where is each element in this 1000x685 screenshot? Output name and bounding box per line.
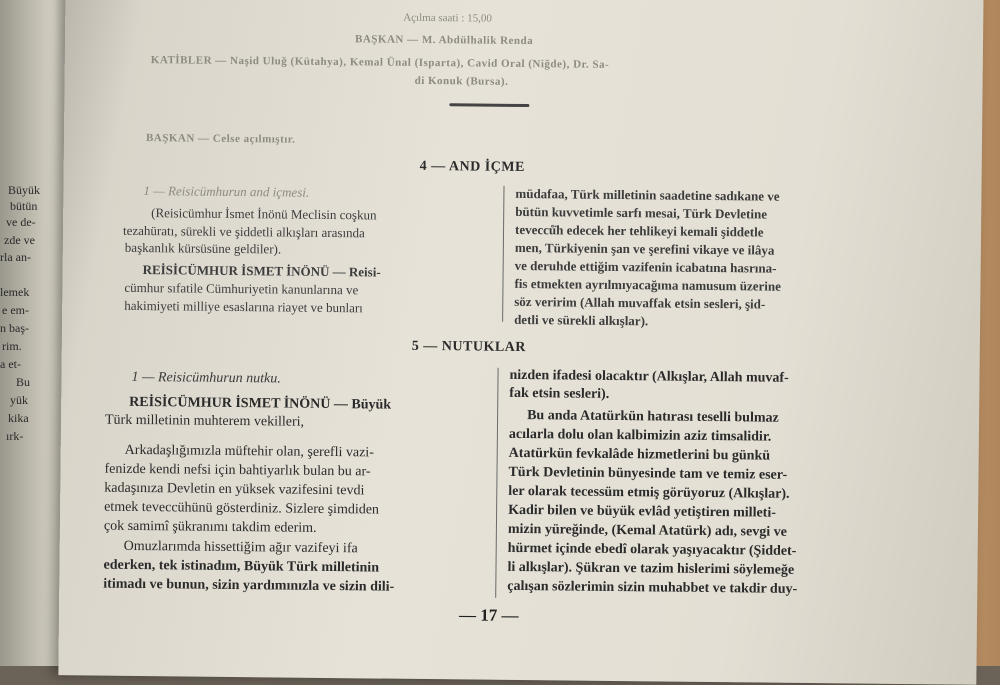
column-divider <box>495 368 498 598</box>
left-fragment: kika <box>8 411 29 425</box>
paragraph-line: Türk Devletinin bünyesinde tam ve temiz eser- <box>508 464 788 483</box>
paragraph-line: kadaşınıza Devletin en yüksek vazifesini tevdi <box>104 480 365 499</box>
paragraph-line: ler olarak tecessüm etmiş görüyoruz (Alkışlar). <box>508 483 790 502</box>
paragraph-line: etmek teveccühünü gösterdiniz. Sizlere şimdiden <box>104 499 380 518</box>
paragraph-line: mizin yüreğinde, (Kemal Atatürk) adı, sevgi ve <box>507 521 787 540</box>
paragraph-line: ederken, tek istinadım, Büyük Türk milletinin <box>103 557 380 576</box>
paragraph-line: fis etmekten ayrılmıyacağıma namusum üzerine <box>514 275 782 294</box>
left-fragment: lemek <box>0 285 30 299</box>
paragraph-line: itimadı ve bunun, sizin yardımınızla ve sizin dili- <box>103 576 395 595</box>
paragraph-line: tezahüratı, sürekli ve şiddetli alkışları arasında <box>122 222 365 241</box>
paragraph-line: müdafaa, Türk milletinin saadetine sadıkane ve <box>515 185 780 204</box>
paragraph-line: fenizde kendi nefsi için bahtiyarlık bulan bu ar- <box>104 461 371 480</box>
secretaries-line-2: di Konuk (Bursa). <box>414 74 509 88</box>
paragraph-line: Bu anda Atatürkün hatırası teselli bulmaz <box>527 408 779 426</box>
paragraph-line: REİSİCÜMHUR İSMET İNÖNÜ — Reisi- <box>142 262 381 280</box>
paragraph-line: çok samimî şükranımı takdim ederim. <box>103 518 317 536</box>
section-subtitle: 1 — Reisicümhurun and içmesi. <box>143 183 310 200</box>
left-fragment: ve de- <box>6 215 36 229</box>
left-fragment: n baş- <box>0 321 29 335</box>
paragraph-line: li alkışlar). Şükran ve tazim hislerimi söylemeğe <box>507 559 795 578</box>
paragraph-line: acılarla dolu olan kalbimizin aziz timsalidir. <box>508 426 772 445</box>
opening-time: Açılma saati : 15,00 <box>403 11 492 25</box>
paragraph-line: ve deruhde ettiğim vazifenin icabatına hasrına- <box>514 257 777 276</box>
ornament-divider <box>449 103 529 107</box>
paragraph-line: Omuzlarımda hissettiğim ağır vazifeyi ifa <box>123 538 358 557</box>
document-page <box>58 0 983 685</box>
paragraph-line: Türk milletinin muhterem vekilleri, <box>104 412 305 430</box>
left-fragment: rla an- <box>0 250 31 264</box>
paragraph-line: (Reisicümhur İsmet İnönü Meclisin coşkun <box>151 205 377 223</box>
left-fragment: bütün <box>10 199 38 213</box>
column-divider <box>502 186 504 322</box>
paragraph-line: nizden ifadesi olacaktır (Alkışlar, Allah muvaf- <box>509 367 789 386</box>
paragraph-line: çalışan sözlerimin sizin muhabbet ve takdir duy- <box>507 578 798 597</box>
paragraph-line: Atatürkün fevkalâde hizmetlerini bu günkü <box>508 445 771 464</box>
paragraph-line: başkanlık kürsüsüne geldiler). <box>124 239 282 257</box>
section-title-and-icme: 4 — AND İÇME <box>419 158 525 176</box>
left-fragment: Bu <box>16 375 31 389</box>
page-number: — 17 — <box>458 605 519 625</box>
paragraph-line: REİSİCÜMHUR İSMET İNÖNÜ — Büyük <box>129 394 392 413</box>
session-opened: BAŞKAN — Celse açılmıştır. <box>145 132 296 146</box>
paragraph-line: men, Türkiyenin şan ve şerefini vikaye ve ilâya <box>514 239 775 258</box>
left-fragment: a et- <box>0 357 21 371</box>
section-subtitle: 1 — Reisicümhurun nutku. <box>131 369 281 387</box>
left-fragment: Büyük <box>8 183 41 197</box>
left-fragment: yük <box>10 393 28 407</box>
paragraph-line: Arkadaşlığımızla müftehir olan, şerefli vazi- <box>124 442 374 461</box>
paragraph-line: cümhur sıfatile Cümhuriyetin kanunlarına ve <box>124 279 359 298</box>
paragraph-line: hakimiyeti milliye esaslarına riayet ve bunları <box>124 297 363 316</box>
paragraph-line: hürmet içinde ebedî olarak yaşıyacaktır (Şiddet- <box>507 540 797 559</box>
left-fragment: rim. <box>2 339 22 353</box>
left-fragment: ırk- <box>6 429 24 443</box>
paragraph-line: söz veririm (Allah muvaffak etsin sesleri, şid- <box>514 293 766 312</box>
paragraph-line: bütün kuvvetimle sarfı mesai, Türk Devletine <box>515 203 768 222</box>
paragraph-line: Kadir bilen ve büyük evlâd yetiştiren milleti- <box>508 502 777 521</box>
paragraph-line: fak etsin sesleri). <box>509 385 610 402</box>
section-title-nutuklar: 5 — NUTUKLAR <box>411 338 527 356</box>
secretaries-line-1: KATİBLER — Naşid Uluğ (Kütahya), Kemal Ünal (Isparta), Cavid Oral (Niğde), Dr. Sa- <box>150 54 610 71</box>
left-fragment: e em- <box>2 303 29 317</box>
paragraph-line: detli ve sürekli alkışlar). <box>514 311 649 329</box>
session-chair: BAŞKAN — M. Abdülhalik Renda <box>354 33 534 48</box>
left-fragment: zde ve <box>4 233 35 247</box>
paragraph-line: tevecců̈h edecek her tehlikeyi kemali şiddetle <box>514 221 764 240</box>
